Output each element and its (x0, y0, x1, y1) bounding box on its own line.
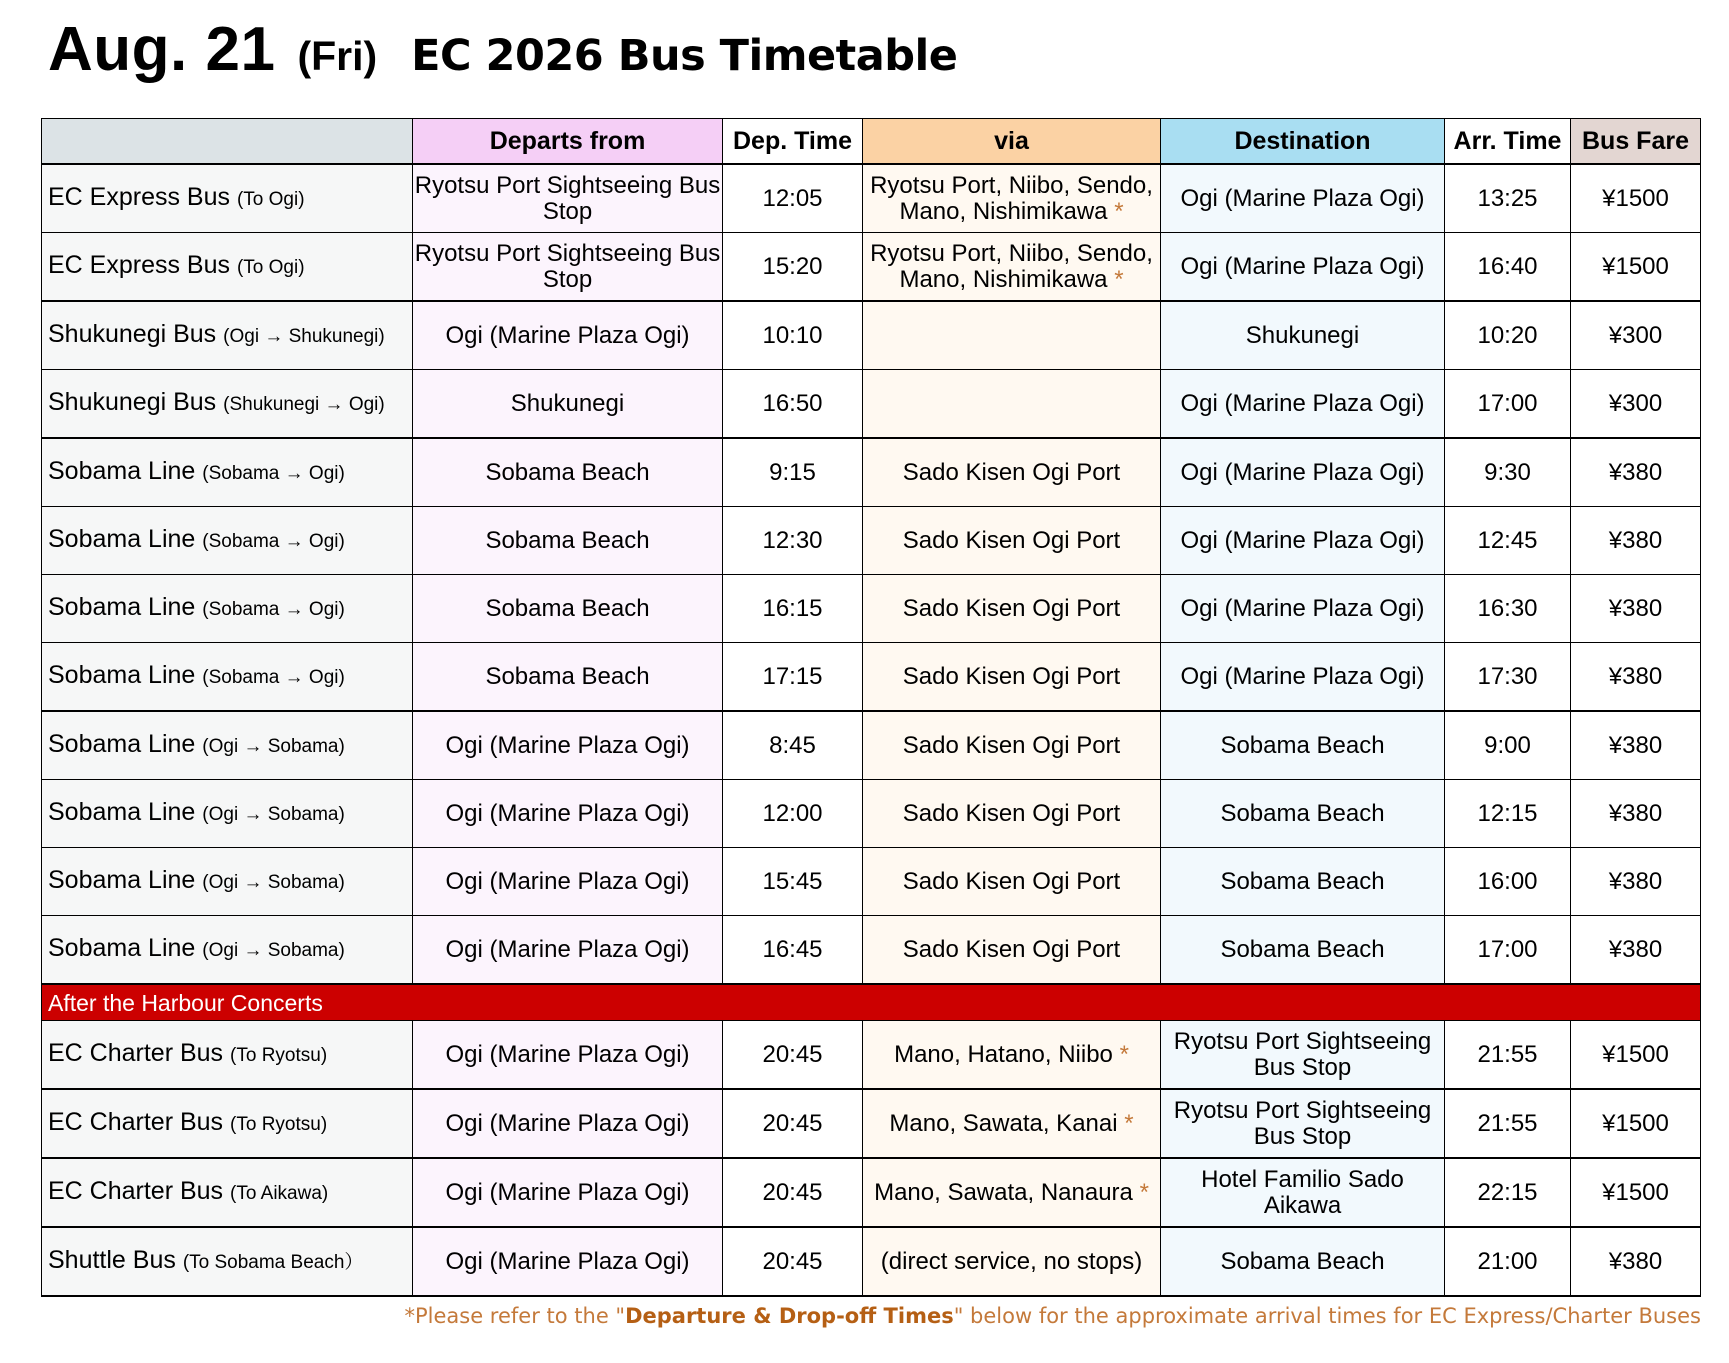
arr-time-cell: 21:55 (1445, 1021, 1571, 1090)
dep-time-cell: 12:00 (723, 780, 863, 848)
departs-from-cell: Ogi (Marine Plaza Ogi) (413, 916, 723, 985)
via-cell (863, 1089, 1161, 1158)
departs-from-cell: Ryotsu Port Sightseeing Bus Stop (413, 233, 723, 302)
bus-name: Shukunegi Bus (48, 388, 217, 416)
departs-from-cell: Sobama Beach (413, 438, 723, 507)
via-cell (863, 164, 1161, 233)
dep-time-cell: 9:15 (723, 438, 863, 507)
via-asterisk: * (1114, 265, 1124, 293)
bus-fare-cell: ¥380 (1571, 848, 1701, 916)
dep-time-cell: 8:45 (723, 711, 863, 780)
arr-time-cell: 12:15 (1445, 780, 1571, 848)
departs-from-cell: Ogi (Marine Plaza Ogi) (413, 1021, 723, 1090)
via-text: Sado Kisen Ogi Port (902, 867, 1121, 895)
bus-direction: (To Ryotsu) (230, 1045, 328, 1066)
bus-direction: (Shukunegi → Ogi) (223, 394, 385, 415)
table-row (42, 507, 1701, 575)
bus-name: EC Charter Bus (48, 1177, 224, 1205)
bus-name: Sobama Line (48, 798, 196, 826)
bus-name: Sobama Line (48, 525, 196, 553)
bus-name: Sobama Line (48, 661, 196, 689)
via-text: Sado Kisen Ogi Port (902, 526, 1121, 554)
destination-cell: Ogi (Marine Plaza Ogi) (1161, 643, 1445, 712)
dep-time-cell: 10:10 (723, 301, 863, 370)
bus-direction: (Sobama → Ogi) (202, 463, 345, 484)
via-text: Sado Kisen Ogi Port (902, 731, 1121, 759)
arr-time-cell: 10:20 (1445, 301, 1571, 370)
via-cell (863, 643, 1161, 712)
destination-cell: Ryotsu Port Sightseeing Bus Stop (1161, 1021, 1445, 1090)
footnote-emphasis: Departure & Drop-off Times (625, 1304, 954, 1328)
via-cell (863, 916, 1161, 985)
header-destination: Destination (1161, 119, 1445, 165)
table-row (42, 233, 1701, 302)
dep-time-cell: 17:15 (723, 643, 863, 712)
bus-name-cell (42, 575, 413, 643)
via-text: Ryotsu Port, Niibo, Sendo, Mano, Nishimikawa (870, 239, 1153, 293)
bus-name-cell (42, 1089, 413, 1158)
bus-name-cell (42, 848, 413, 916)
header-departs-from: Departs from (413, 119, 723, 165)
bus-name: Sobama Line (48, 593, 196, 621)
departs-from-cell: Ryotsu Port Sightseeing Bus Stop (413, 164, 723, 233)
departs-from-cell: Ogi (Marine Plaza Ogi) (413, 711, 723, 780)
table-row (42, 575, 1701, 643)
bus-fare-cell: ¥380 (1571, 438, 1701, 507)
table-row (42, 301, 1701, 370)
via-cell (863, 780, 1161, 848)
title-date: Aug. 21 (48, 15, 276, 84)
arr-time-cell: 16:00 (1445, 848, 1571, 916)
destination-cell: Sobama Beach (1161, 711, 1445, 780)
via-text: Mano, Sawata, Nanaura (874, 1178, 1133, 1206)
bus-name-cell (42, 1158, 413, 1227)
dep-time-cell: 20:45 (723, 1158, 863, 1227)
bus-fare-cell: ¥1500 (1571, 164, 1701, 233)
arr-time-cell: 12:45 (1445, 507, 1571, 575)
bus-direction: (Ogi → Shukunegi) (223, 326, 385, 347)
departs-from-cell: Sobama Beach (413, 643, 723, 712)
arr-time-cell: 13:25 (1445, 164, 1571, 233)
table-row (42, 643, 1701, 712)
via-cell (863, 575, 1161, 643)
departs-from-cell: Ogi (Marine Plaza Ogi) (413, 1227, 723, 1296)
arr-time-cell: 21:55 (1445, 1089, 1571, 1158)
dep-time-cell: 15:20 (723, 233, 863, 302)
bus-name: Shuttle Bus (48, 1246, 176, 1274)
bus-name: Sobama Line (48, 934, 196, 962)
bus-fare-cell: ¥1500 (1571, 1158, 1701, 1227)
section-row (42, 984, 1701, 1021)
via-text: Sado Kisen Ogi Port (902, 458, 1121, 486)
section-label: After the Harbour Concerts (42, 984, 1701, 1021)
table-row (42, 1158, 1701, 1227)
destination-cell: Ogi (Marine Plaza Ogi) (1161, 438, 1445, 507)
bus-name-cell (42, 164, 413, 233)
bus-name-cell (42, 301, 413, 370)
footnote-prefix: *Please refer to the " (404, 1304, 626, 1328)
table-row (42, 438, 1701, 507)
title-text: EC 2026 Bus Timetable (411, 31, 958, 81)
via-cell (863, 848, 1161, 916)
bus-fare-cell: ¥380 (1571, 575, 1701, 643)
destination-cell: Ryotsu Port Sightseeing Bus Stop (1161, 1089, 1445, 1158)
destination-cell: Sobama Beach (1161, 916, 1445, 985)
arr-time-cell: 16:30 (1445, 575, 1571, 643)
dep-time-cell: 20:45 (723, 1227, 863, 1296)
bus-direction: (Ogi → Sobama) (202, 940, 345, 961)
arr-time-cell: 9:30 (1445, 438, 1571, 507)
bus-direction: (Ogi → Sobama) (202, 736, 345, 757)
bus-name-cell (42, 507, 413, 575)
bus-name-cell (42, 370, 413, 439)
bus-direction: (Sobama → Ogi) (202, 531, 345, 552)
arr-time-cell: 16:40 (1445, 233, 1571, 302)
arr-time-cell: 17:30 (1445, 643, 1571, 712)
bus-fare-cell: ¥1500 (1571, 1021, 1701, 1090)
bus-fare-cell: ¥380 (1571, 507, 1701, 575)
dep-time-cell: 12:30 (723, 507, 863, 575)
bus-name: Shukunegi Bus (48, 320, 217, 348)
dep-time-cell: 12:05 (723, 164, 863, 233)
bus-fare-cell: ¥380 (1571, 711, 1701, 780)
bus-name-cell (42, 438, 413, 507)
table-row (42, 711, 1701, 780)
destination-cell: Sobama Beach (1161, 848, 1445, 916)
via-text: Ryotsu Port, Niibo, Sendo, Mano, Nishimikawa (870, 171, 1153, 225)
header-row (42, 119, 1701, 165)
via-cell (863, 1227, 1161, 1296)
via-text: Mano, Hatano, Niibo (894, 1040, 1113, 1068)
timetable-body-daytime (42, 164, 1701, 984)
destination-cell: Ogi (Marine Plaza Ogi) (1161, 507, 1445, 575)
dep-time-cell: 15:45 (723, 848, 863, 916)
bus-fare-cell: ¥300 (1571, 301, 1701, 370)
destination-cell: Ogi (Marine Plaza Ogi) (1161, 370, 1445, 439)
via-asterisk: * (1124, 1109, 1134, 1137)
via-cell (863, 1158, 1161, 1227)
bus-direction: (Ogi → Sobama) (202, 872, 345, 893)
dep-time-cell: 16:50 (723, 370, 863, 439)
header-blank (42, 119, 413, 165)
departs-from-cell: Ogi (Marine Plaza Ogi) (413, 848, 723, 916)
via-cell (863, 711, 1161, 780)
bus-name: EC Express Bus (48, 251, 231, 279)
title-weekday: (Fri) (297, 33, 378, 79)
bus-name-cell (42, 916, 413, 985)
via-text: Sado Kisen Ogi Port (902, 662, 1121, 690)
bus-name: EC Express Bus (48, 183, 231, 211)
via-cell (863, 301, 1161, 370)
dep-time-cell: 20:45 (723, 1021, 863, 1090)
bus-direction: (To Ryotsu) (230, 1114, 328, 1135)
departs-from-cell: Ogi (Marine Plaza Ogi) (413, 1158, 723, 1227)
bus-fare-cell: ¥380 (1571, 643, 1701, 712)
arr-time-cell: 17:00 (1445, 916, 1571, 985)
table-row (42, 1227, 1701, 1296)
bus-direction: (To Sobama Beach） (182, 1252, 364, 1273)
bus-name-cell (42, 1227, 413, 1296)
departs-from-cell: Ogi (Marine Plaza Ogi) (413, 1089, 723, 1158)
header-arr-time: Arr. Time (1445, 119, 1571, 165)
bus-direction: (Sobama → Ogi) (202, 667, 345, 688)
via-text: Mano, Sawata, Kanai (889, 1109, 1118, 1137)
footnote (404, 1304, 1701, 1328)
bus-name: Sobama Line (48, 866, 196, 894)
arr-time-cell: 21:00 (1445, 1227, 1571, 1296)
header-dep-time: Dep. Time (723, 119, 863, 165)
bus-fare-cell: ¥300 (1571, 370, 1701, 439)
departs-from-cell: Shukunegi (413, 370, 723, 439)
footnote-suffix: " below for the approximate arrival times for EC Express/Charter Buses (953, 1304, 1701, 1328)
via-asterisk: * (1119, 1040, 1129, 1068)
departs-from-cell: Sobama Beach (413, 575, 723, 643)
header-via: via (863, 119, 1161, 165)
table-row (42, 780, 1701, 848)
page-title (48, 14, 957, 94)
bus-name-cell (42, 233, 413, 302)
via-cell (863, 370, 1161, 439)
bus-fare-cell: ¥380 (1571, 1227, 1701, 1296)
via-text: Sado Kisen Ogi Port (902, 594, 1121, 622)
via-asterisk: * (1114, 197, 1124, 225)
destination-cell: Ogi (Marine Plaza Ogi) (1161, 164, 1445, 233)
bus-direction: (Ogi → Sobama) (202, 804, 345, 825)
bus-name-cell (42, 1021, 413, 1090)
header-bus-fare: Bus Fare (1571, 119, 1701, 165)
table-row (42, 164, 1701, 233)
destination-cell: Shukunegi (1161, 301, 1445, 370)
via-text: (direct service, no stops) (880, 1247, 1143, 1275)
via-cell (863, 233, 1161, 302)
arr-time-cell: 17:00 (1445, 370, 1571, 439)
bus-name: Sobama Line (48, 457, 196, 485)
dep-time-cell: 20:45 (723, 1089, 863, 1158)
bus-name: EC Charter Bus (48, 1039, 224, 1067)
bus-name-cell (42, 780, 413, 848)
bus-direction: (Sobama → Ogi) (202, 599, 345, 620)
bus-name: Sobama Line (48, 730, 196, 758)
bus-direction: (To Ogi) (236, 189, 305, 210)
via-cell (863, 507, 1161, 575)
destination-cell: Hotel Familio Sado Aikawa (1161, 1158, 1445, 1227)
arr-time-cell: 9:00 (1445, 711, 1571, 780)
bus-fare-cell: ¥380 (1571, 780, 1701, 848)
departs-from-cell: Sobama Beach (413, 507, 723, 575)
departs-from-cell: Ogi (Marine Plaza Ogi) (413, 780, 723, 848)
bus-direction: (To Aikawa) (230, 1183, 329, 1204)
table-row (42, 848, 1701, 916)
timetable-body-evening (42, 1021, 1701, 1297)
dep-time-cell: 16:45 (723, 916, 863, 985)
table-row (42, 916, 1701, 985)
section-band (42, 984, 1701, 1021)
bus-fare-cell: ¥1500 (1571, 233, 1701, 302)
bus-name-cell (42, 643, 413, 712)
timetable (41, 118, 1701, 1297)
destination-cell: Ogi (Marine Plaza Ogi) (1161, 575, 1445, 643)
table-row (42, 370, 1701, 439)
table-row (42, 1021, 1701, 1090)
destination-cell: Sobama Beach (1161, 780, 1445, 848)
bus-name: EC Charter Bus (48, 1108, 224, 1136)
via-cell (863, 1021, 1161, 1090)
via-cell (863, 438, 1161, 507)
destination-cell: Ogi (Marine Plaza Ogi) (1161, 233, 1445, 302)
bus-direction: (To Ogi) (236, 257, 305, 278)
departs-from-cell: Ogi (Marine Plaza Ogi) (413, 301, 723, 370)
destination-cell: Sobama Beach (1161, 1227, 1445, 1296)
bus-fare-cell: ¥380 (1571, 916, 1701, 985)
via-asterisk: * (1139, 1178, 1149, 1206)
bus-fare-cell: ¥1500 (1571, 1089, 1701, 1158)
bus-name-cell (42, 711, 413, 780)
arr-time-cell: 22:15 (1445, 1158, 1571, 1227)
table-row (42, 1089, 1701, 1158)
via-text: Sado Kisen Ogi Port (902, 935, 1121, 963)
dep-time-cell: 16:15 (723, 575, 863, 643)
via-text: Sado Kisen Ogi Port (902, 799, 1121, 827)
